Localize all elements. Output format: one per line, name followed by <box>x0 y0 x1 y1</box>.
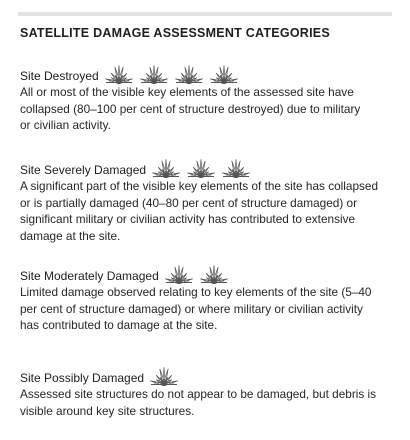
category-site-destroyed <box>20 62 392 134</box>
page-title: SATELLITE DAMAGE ASSESSMENT CATEGORIES <box>20 26 330 40</box>
category-header <box>20 364 392 386</box>
category-header <box>20 262 392 284</box>
category-site-possibly-damaged <box>20 364 392 419</box>
description-line: visible around key site structures. <box>20 403 195 418</box>
burst-icon <box>175 64 203 84</box>
burst-icon <box>150 366 178 386</box>
burst-icon <box>187 158 215 178</box>
burst-icon <box>140 64 168 84</box>
top-divider <box>18 12 392 16</box>
description-line: has contributed to damage at the site. <box>20 318 218 333</box>
description-line: or is partially damaged (40–80 per cent of structure damaged) or <box>20 195 358 210</box>
damage-icon-row <box>105 64 245 84</box>
description-line: collapsed (80–100 per cent of structure destroyed) due to military <box>20 101 361 116</box>
category-header <box>20 62 392 84</box>
damage-icon-row <box>150 366 185 386</box>
category-title: Site Possibly Damaged <box>20 371 145 385</box>
category-site-moderately-damaged <box>20 262 392 334</box>
category-description <box>20 386 392 419</box>
burst-icon <box>105 64 133 84</box>
category-site-severely-damaged <box>20 156 392 245</box>
category-title: Site Severely Damaged <box>20 163 147 177</box>
description-line: significant military or civilian activity has contributed to extensive <box>20 212 356 227</box>
category-description <box>20 284 392 334</box>
burst-icon <box>210 64 238 84</box>
description-line: or civilian activity. <box>20 118 111 133</box>
description-line: All or most of the visible key elements of the assessed site have <box>20 85 354 99</box>
burst-icon <box>165 264 193 284</box>
description-line: Limited damage observed relating to key elements of the site (5–40 <box>20 285 372 299</box>
category-description <box>20 84 392 134</box>
category-header <box>20 156 392 178</box>
category-title: Site Destroyed <box>20 69 99 83</box>
burst-icon <box>222 158 250 178</box>
description-line: A significant part of the visible key elements of the site has collapsed <box>20 179 379 193</box>
burst-icon <box>152 158 180 178</box>
category-description <box>20 178 392 245</box>
description-line: Assessed site structures do not appear to be damaged, but debris is <box>20 387 377 401</box>
damage-icon-row <box>165 264 235 284</box>
description-line: damage at the site. <box>20 229 121 244</box>
category-title: Site Moderately Damaged <box>20 269 159 283</box>
damage-icon-row <box>152 158 257 178</box>
burst-icon <box>200 264 228 284</box>
description-line: per cent of structure damaged) or where military or civilian activity <box>20 301 363 316</box>
